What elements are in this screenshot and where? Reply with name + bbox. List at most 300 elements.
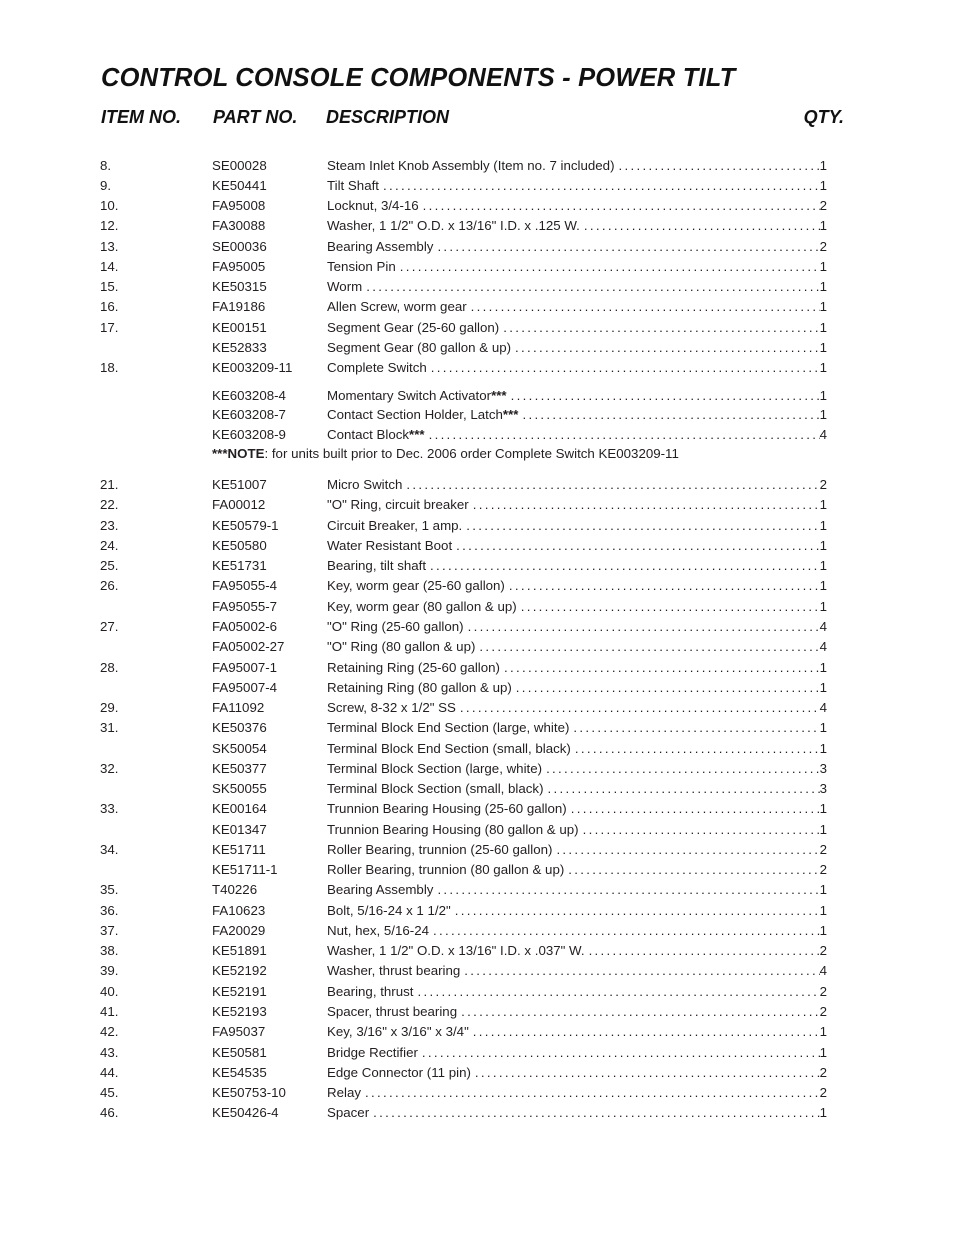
item-no: 38. — [100, 943, 119, 958]
table-row — [0, 800, 954, 818]
dot-leader — [373, 1104, 819, 1122]
table-row — [0, 197, 954, 215]
dot-leader — [365, 1084, 820, 1102]
qty: 4 — [819, 700, 827, 715]
description — [327, 278, 827, 296]
part-no: FA05002-27 — [212, 639, 285, 654]
part-no: KE50579-1 — [212, 518, 279, 533]
description-text: Terminal Block End Section (small, black) — [327, 741, 571, 756]
description-text: Worm — [327, 279, 363, 294]
dot-leader — [437, 881, 819, 899]
description — [327, 476, 827, 494]
item-no: 28. — [100, 660, 119, 675]
part-no: KE01347 — [212, 822, 267, 837]
part-no: KE51711-1 — [212, 862, 278, 877]
part-no: KE50580 — [212, 538, 267, 553]
description-text: Trunnion Bearing Housing (25-60 gallon) — [327, 801, 567, 816]
switch-note — [212, 445, 679, 463]
qty: 1 — [819, 320, 827, 335]
description-text: Steam Inlet Knob Assembly (Item no. 7 included) — [327, 158, 615, 173]
dot-leader — [515, 339, 820, 357]
qty: 1 — [819, 1045, 827, 1060]
description-text: Bridge Rectifier — [327, 1045, 418, 1060]
item-no: 14. — [100, 259, 119, 274]
dot-leader — [509, 577, 820, 595]
table-row — [0, 426, 954, 444]
part-no: SE00028 — [212, 158, 267, 173]
part-no: KE50426-4 — [212, 1105, 279, 1120]
description — [327, 983, 827, 1001]
part-no: FA95007-1 — [212, 660, 278, 675]
dot-leader — [548, 780, 820, 798]
description — [327, 1104, 827, 1122]
qty: 1 — [819, 558, 827, 573]
qty: 1 — [819, 388, 827, 403]
table-row — [0, 760, 954, 778]
part-no: FA95007-4 — [212, 680, 278, 695]
description — [327, 638, 827, 656]
dot-leader — [366, 278, 819, 296]
part-no: KE00151 — [212, 320, 267, 335]
qty: 1 — [819, 660, 827, 675]
item-no: 32. — [100, 761, 119, 776]
qty: 4 — [819, 639, 827, 654]
item-no: 27. — [100, 619, 119, 634]
qty: 1 — [819, 923, 827, 938]
part-no: KE603208-4 — [212, 388, 286, 403]
item-no: 18. — [100, 360, 119, 375]
qty: 2 — [819, 862, 827, 877]
table-row — [0, 1044, 954, 1062]
description — [327, 197, 827, 215]
item-no: 25. — [100, 558, 119, 573]
dot-leader — [504, 659, 820, 677]
description — [327, 699, 827, 717]
dot-leader — [400, 258, 820, 276]
item-no: 31. — [100, 720, 119, 735]
table-row — [0, 496, 954, 514]
description — [327, 426, 827, 444]
description — [327, 902, 827, 920]
dot-leader — [475, 1064, 820, 1082]
header-item-no: ITEM NO. — [101, 107, 181, 127]
part-no: SK50055 — [212, 781, 267, 796]
description — [327, 1044, 827, 1062]
part-no: T40226 — [212, 882, 258, 897]
dot-leader — [521, 598, 820, 616]
item-no: 43. — [100, 1045, 119, 1060]
description — [327, 1084, 827, 1102]
table-row — [0, 699, 954, 717]
item-no: 42. — [100, 1024, 119, 1039]
description-text: Washer, thrust bearing — [327, 963, 461, 978]
item-no: 34. — [100, 842, 119, 857]
part-no: FA11092 — [212, 700, 265, 715]
table-row — [0, 359, 954, 377]
item-no: 46. — [100, 1105, 119, 1120]
table-row — [0, 258, 954, 276]
qty: 1 — [819, 360, 827, 375]
table-row — [0, 902, 954, 920]
description-text: Relay — [327, 1085, 361, 1100]
qty: 1 — [819, 299, 827, 314]
item-no: 37. — [100, 923, 119, 938]
description — [327, 406, 827, 424]
table-row — [0, 387, 954, 405]
dot-leader — [468, 618, 820, 636]
item-no: 41. — [100, 1004, 119, 1019]
qty: 1 — [819, 407, 827, 422]
qty: 1 — [819, 801, 827, 816]
qty: 1 — [819, 178, 827, 193]
table-row — [0, 598, 954, 616]
dot-leader — [503, 319, 819, 337]
description-text: Tension Pin — [327, 259, 396, 274]
description-text: Segment Gear (25-60 gallon) — [327, 320, 500, 335]
table-row — [0, 1003, 954, 1021]
description — [327, 922, 827, 940]
description-text: Key, 3/16" x 3/16" x 3/4" — [327, 1024, 469, 1039]
dot-leader — [437, 238, 819, 256]
part-no: FA95005 — [212, 259, 266, 274]
description — [327, 1023, 827, 1041]
qty: 2 — [819, 943, 827, 958]
item-no: 23. — [100, 518, 119, 533]
item-no: 22. — [100, 497, 119, 512]
dot-leader — [619, 157, 820, 175]
table-row — [0, 618, 954, 636]
description-text: Water Resistant Boot — [327, 538, 453, 553]
dot-leader — [473, 1023, 820, 1041]
qty: 1 — [819, 279, 827, 294]
part-no: FA20029 — [212, 923, 266, 938]
part-no: KE603208-7 — [212, 407, 286, 422]
table-row — [0, 476, 954, 494]
item-no: 44. — [100, 1065, 119, 1080]
note-text: : for units built prior to Dec. 2006 order Complete Switch KE003209-11 — [264, 446, 679, 461]
part-no: FA95055-4 — [212, 578, 278, 593]
table-row — [0, 319, 954, 337]
qty: 1 — [819, 599, 827, 614]
dot-leader — [584, 217, 820, 235]
note-marker: *** — [502, 407, 519, 422]
part-no: KE51891 — [212, 943, 267, 958]
part-no: KE603208-9 — [212, 427, 286, 442]
table-row — [0, 1084, 954, 1102]
dot-leader — [546, 760, 820, 778]
dot-leader — [471, 298, 820, 316]
item-no: 39. — [100, 963, 119, 978]
dot-leader — [406, 476, 819, 494]
item-no: 16. — [100, 299, 119, 314]
note-marker: *** — [409, 427, 425, 442]
description-text: Allen Screw, worm gear — [327, 299, 467, 314]
description-text: Complete Switch — [327, 360, 427, 375]
description-text: Segment Gear (80 gallon & up) — [327, 340, 512, 355]
part-no: KE50315 — [212, 279, 267, 294]
description-text: Tilt Shaft — [327, 178, 379, 193]
description — [327, 157, 827, 175]
description-text: Key, worm gear (25-60 gallon) — [327, 578, 505, 593]
part-no: FA19186 — [212, 299, 266, 314]
part-no: SK50054 — [212, 741, 267, 756]
table-row — [0, 659, 954, 677]
part-no: KE51007 — [212, 477, 267, 492]
qty: 2 — [819, 1085, 827, 1100]
part-no: FA30088 — [212, 218, 266, 233]
description-text: Spacer, thrust bearing — [327, 1004, 458, 1019]
table-row — [0, 841, 954, 859]
description-text: Micro Switch — [327, 477, 403, 492]
description-text: Circuit Breaker, 1 amp. — [327, 518, 463, 533]
description-text: Retaining Ring (25-60 gallon) — [327, 660, 500, 675]
description — [327, 780, 827, 798]
description — [327, 359, 827, 377]
qty: 1 — [819, 741, 827, 756]
table-row — [0, 177, 954, 195]
dot-leader — [583, 821, 820, 839]
note-marker: *** — [491, 388, 507, 403]
part-no: KE003209-11 — [212, 360, 293, 375]
description-text: Bearing, thrust — [327, 984, 414, 999]
qty: 1 — [819, 903, 827, 918]
description — [327, 537, 827, 555]
table-row — [0, 962, 954, 980]
part-no: KE50377 — [212, 761, 267, 776]
description — [327, 942, 827, 960]
description — [327, 821, 827, 839]
description — [327, 238, 827, 256]
qty: 4 — [819, 427, 827, 442]
description-text: Contact Block — [327, 427, 410, 442]
table-row — [0, 537, 954, 555]
table-row — [0, 157, 954, 175]
table-row — [0, 557, 954, 575]
table-row — [0, 238, 954, 256]
dot-leader — [383, 177, 820, 195]
table-row — [0, 719, 954, 737]
item-no: 10. — [100, 198, 119, 213]
part-no: KE52192 — [212, 963, 267, 978]
description-text: Momentary Switch Activator — [327, 388, 492, 403]
dot-leader — [422, 1044, 820, 1062]
dot-leader — [466, 517, 819, 535]
description — [327, 881, 827, 899]
dot-leader — [431, 359, 820, 377]
dot-leader — [571, 800, 820, 818]
description-text: Screw, 8-32 x 1/2" SS — [327, 700, 456, 715]
part-no: KE50441 — [212, 178, 267, 193]
description-text: Edge Connector (11 pin) — [327, 1065, 471, 1080]
table-row — [0, 298, 954, 316]
part-no: SE00036 — [212, 239, 267, 254]
description — [327, 496, 827, 514]
item-no: 33. — [100, 801, 119, 816]
table-row — [0, 780, 954, 798]
description — [327, 598, 827, 616]
item-no: 21. — [100, 477, 119, 492]
dot-leader — [456, 537, 819, 555]
qty: 1 — [819, 680, 827, 695]
description — [327, 800, 827, 818]
description — [327, 679, 827, 697]
description — [327, 339, 827, 357]
description — [327, 298, 827, 316]
description-text: Bolt, 5/16-24 x 1 1/2" — [327, 903, 451, 918]
dot-leader — [522, 406, 819, 424]
table-row — [0, 679, 954, 697]
qty: 2 — [819, 477, 827, 492]
item-no: 45. — [100, 1085, 119, 1100]
qty: 1 — [819, 518, 827, 533]
description — [327, 177, 827, 195]
description-text: Trunnion Bearing Housing (80 gallon & up) — [327, 822, 579, 837]
description-text: Nut, hex, 5/16-24 — [327, 923, 430, 938]
description — [327, 861, 827, 879]
description — [327, 1064, 827, 1082]
item-no: 40. — [100, 984, 119, 999]
qty: 2 — [819, 1065, 827, 1080]
qty: 2 — [819, 984, 827, 999]
part-no: FA00012 — [212, 497, 266, 512]
description — [327, 841, 827, 859]
description — [327, 962, 827, 980]
table-row — [0, 881, 954, 899]
qty: 1 — [819, 720, 827, 735]
description-text: Roller Bearing, trunnion (80 gallon & up) — [327, 862, 565, 877]
qty: 3 — [819, 781, 827, 796]
qty: 4 — [819, 963, 827, 978]
description-text: Roller Bearing, trunnion (25-60 gallon) — [327, 842, 553, 857]
qty: 1 — [819, 158, 827, 173]
dot-leader — [575, 740, 820, 758]
table-row — [0, 740, 954, 758]
part-no: FA95037 — [212, 1024, 266, 1039]
description-text: Bearing, tilt shaft — [327, 558, 427, 573]
part-no: KE00164 — [212, 801, 267, 816]
description-text: Bearing Assembly — [327, 239, 434, 254]
qty: 1 — [819, 1024, 827, 1039]
part-no: KE52191 — [212, 984, 267, 999]
dot-leader — [473, 496, 820, 514]
qty: 2 — [819, 198, 827, 213]
table-row — [0, 821, 954, 839]
page-title: CONTROL CONSOLE COMPONENTS - POWER TILT — [101, 64, 736, 92]
part-no: FA95055-7 — [212, 599, 278, 614]
qty: 1 — [819, 497, 827, 512]
table-row — [0, 942, 954, 960]
part-no: KE50753-10 — [212, 1085, 286, 1100]
table-row — [0, 922, 954, 940]
item-no: 36. — [100, 903, 119, 918]
item-no: 15. — [100, 279, 119, 294]
dot-leader — [568, 861, 819, 879]
table-row — [0, 1064, 954, 1082]
description — [327, 319, 827, 337]
description — [327, 618, 827, 636]
part-no: KE52193 — [212, 1004, 267, 1019]
description — [327, 740, 827, 758]
dot-leader — [464, 962, 819, 980]
qty: 1 — [819, 578, 827, 593]
description — [327, 217, 827, 235]
qty: 4 — [819, 619, 827, 634]
description-text: "O" Ring, circuit breaker — [327, 497, 469, 512]
description-text: Terminal Block Section (large, white) — [327, 761, 543, 776]
item-no: 13. — [100, 239, 119, 254]
description-text: "O" Ring (25-60 gallon) — [327, 619, 464, 634]
table-row — [0, 1104, 954, 1122]
description — [327, 387, 827, 405]
dot-leader — [423, 197, 820, 215]
part-no: KE51731 — [212, 558, 267, 573]
item-no: 9. — [100, 178, 112, 193]
description — [327, 719, 827, 737]
header-description: DESCRIPTION — [326, 107, 450, 127]
header-part-no: PART NO. — [213, 107, 298, 127]
item-no: 12. — [100, 218, 119, 233]
dot-leader — [429, 426, 820, 444]
part-no: KE54535 — [212, 1065, 267, 1080]
description-text: Locknut, 3/4-16 — [327, 198, 419, 213]
table-row — [0, 517, 954, 535]
table-row — [0, 1023, 954, 1041]
qty: 1 — [819, 538, 827, 553]
part-no: FA10623 — [212, 903, 266, 918]
item-no: 8. — [100, 158, 112, 173]
table-row — [0, 217, 954, 235]
description — [327, 557, 827, 575]
part-no: FA05002-6 — [212, 619, 278, 634]
table-row — [0, 406, 954, 424]
part-no: KE50376 — [212, 720, 267, 735]
dot-leader — [455, 902, 820, 920]
qty: 2 — [819, 1004, 827, 1019]
item-no: 17. — [100, 320, 119, 335]
dot-leader — [516, 679, 820, 697]
qty: 1 — [819, 340, 827, 355]
table-row — [0, 278, 954, 296]
dot-leader — [589, 942, 820, 960]
description — [327, 517, 827, 535]
description-text: Contact Section Holder, Latch — [327, 407, 503, 422]
description-text: Bearing Assembly — [327, 882, 434, 897]
dot-leader — [573, 719, 819, 737]
description-text: Retaining Ring (80 gallon & up) — [327, 680, 512, 695]
description — [327, 577, 827, 595]
dot-leader — [430, 557, 820, 575]
table-row — [0, 638, 954, 656]
qty: 2 — [819, 239, 827, 254]
description-text: Key, worm gear (80 gallon & up) — [327, 599, 517, 614]
qty: 1 — [819, 822, 827, 837]
description — [327, 258, 827, 276]
item-no: 29. — [100, 700, 119, 715]
item-no: 35. — [100, 882, 119, 897]
dot-leader — [556, 841, 819, 859]
qty: 1 — [819, 259, 827, 274]
dot-leader — [433, 922, 820, 940]
item-no: 26. — [100, 578, 119, 593]
dot-leader — [460, 699, 820, 717]
description-text: Spacer — [327, 1105, 370, 1120]
qty: 2 — [819, 842, 827, 857]
description-text: Terminal Block End Section (large, white) — [327, 720, 570, 735]
description-text: "O" Ring (80 gallon & up) — [327, 639, 476, 654]
item-no: 24. — [100, 538, 119, 553]
dot-leader — [479, 638, 819, 656]
qty: 1 — [819, 882, 827, 897]
